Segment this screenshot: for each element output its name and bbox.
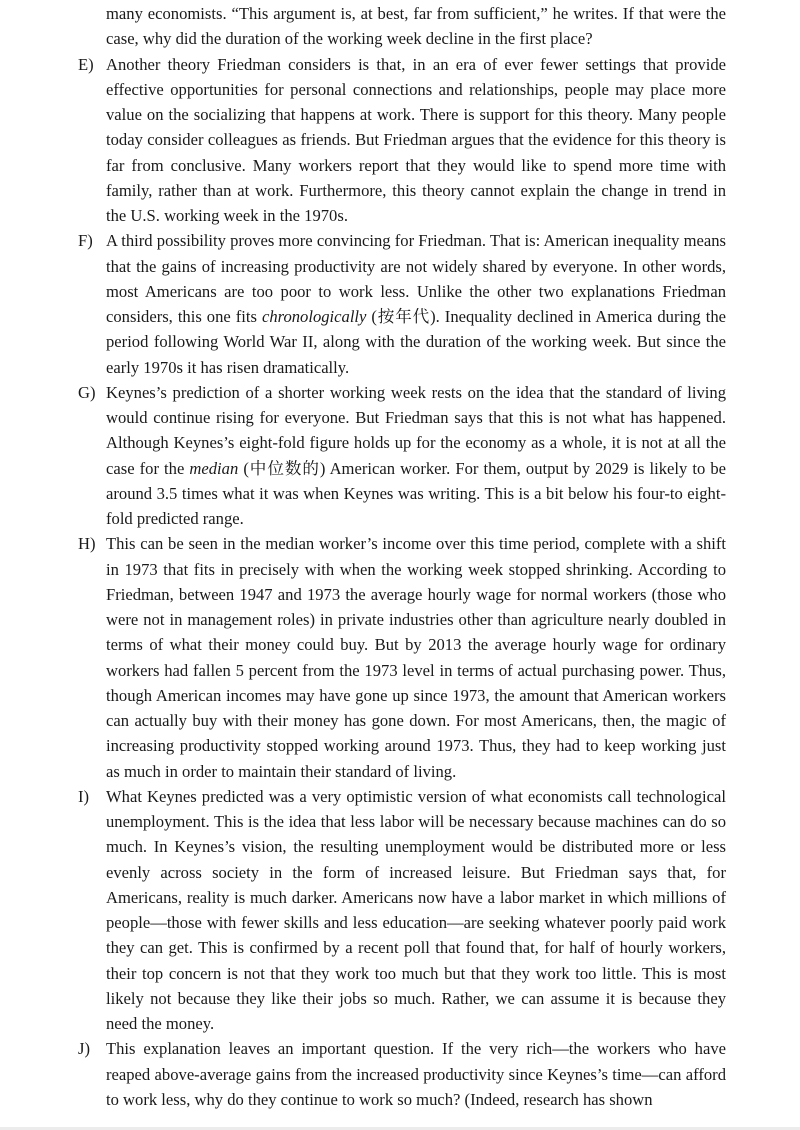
italic-term: chronologically bbox=[261, 307, 367, 326]
paragraph-label: F) bbox=[78, 231, 93, 251]
paragraph-h bbox=[78, 531, 726, 784]
paragraph-i bbox=[78, 784, 726, 1037]
paragraph-text: A third possibility proves more convincing for Friedman. That is: American inequality means that the gains of increasing productivity are not widely shared by everyone. In other words, most Americans are too poor to work less. Unlike the other two explanations Friedman considers, this one fits bbox=[106, 231, 726, 326]
paragraph-label: H) bbox=[78, 534, 96, 554]
paragraph-g bbox=[78, 380, 726, 532]
paragraph-label: E) bbox=[78, 54, 94, 74]
paragraph-label: J) bbox=[78, 1039, 90, 1059]
paragraph-text: many economists. “This argument is, at best, far from sufficient,” he writes. If that were the case, why did the duration of the working week decline in the first place? bbox=[106, 4, 726, 49]
paragraph-text: (按年代). Inequality declined in America during the period following World War II, along with the duration of the working week. But since the early 1970s it has risen dramatically. bbox=[106, 307, 726, 377]
paragraph-f bbox=[78, 228, 726, 380]
paragraph-continued bbox=[78, 1, 726, 52]
paragraph-text: This explanation leaves an important question. If the very rich—the workers who have reaped above-average gains from the increased productivity since Keynes’s time—can afford to work less, why do they continue to work so much? (Indeed, research has shown bbox=[106, 1039, 726, 1109]
paragraph-text: What Keynes predicted was a very optimistic version of what economists call technological unemployment. This is the idea that less labor will be necessary because machines can do so much. In Keynes’s vision, the resulting unemployment would be distributed more or less evenly across society in the form of increased leisure. But Friedman says that, for Americans, reality is much darker. Americans now have a labor market in which millions of people—those with fewer skills and less education—are seeking whatever poorly paid work they can get. This is confirmed by a recent poll that found that, for half of hourly workers, their top concern is not that they work too much but that they work too little. This is most likely not because they like their jobs so much. Rather, we can assume it is because they need the money. bbox=[106, 786, 726, 1033]
paragraph-text: Keynes’s prediction of a shorter working week rests on the idea that the standard of living would continue rising for everyone. But Friedman says that this is not what has happened. Although Keynes’s eight-fold figure holds up for the economy as a whole, it is not at all the case for the bbox=[106, 382, 726, 478]
paragraph-text: Another theory Friedman considers is that, in an era of ever fewer settings that provide effective opportunities for personal connections and relationships, people may place more value on the socializing that happens at work. There is support for this theory. Many people today consider colleagues as friends. But Friedman argues that the evidence for this theory is far from conclusive. Many workers report that they would like to spend more time with family, rather than at work. Furthermore, this theory cannot explain the change in trend in the U.S. working week in the 1970s. bbox=[106, 54, 726, 225]
italic-term: median bbox=[189, 458, 239, 478]
paragraph-e bbox=[78, 52, 726, 229]
paragraph-text: (中位数的) American worker. For them, output by 2029 is likely to be around 3.5 times what it was when Keynes was writing. This is a bit below his four-to eight-fold predicted range. bbox=[106, 458, 726, 528]
paragraph-label: I) bbox=[78, 786, 90, 806]
paragraph-label: G) bbox=[78, 382, 96, 402]
paragraph-text: This can be seen in the median worker’s income over this time period, complete with a shift in 1973 that fits in precisely with when the working week stopped shrinking. According to Friedman, between 1947 and 1973 the average hourly wage for normal workers (those who were not in management roles) in private industries other than agriculture nearly doubled in terms of what their money could buy. But by 2013 the average hourly wage for ordinary workers had fallen 5 percent from the 1973 level in terms of actual purchasing power. Thus, though American incomes may have gone up since 1973, the amount that American workers can actually buy with their money has gone down. For most Americans, then, the magic of increasing productivity stopped working around 1973. Thus, they had to keep working just as much in order to maintain their standard of living. bbox=[106, 534, 726, 781]
paragraph-j bbox=[78, 1036, 726, 1112]
document-page bbox=[78, 0, 726, 1112]
